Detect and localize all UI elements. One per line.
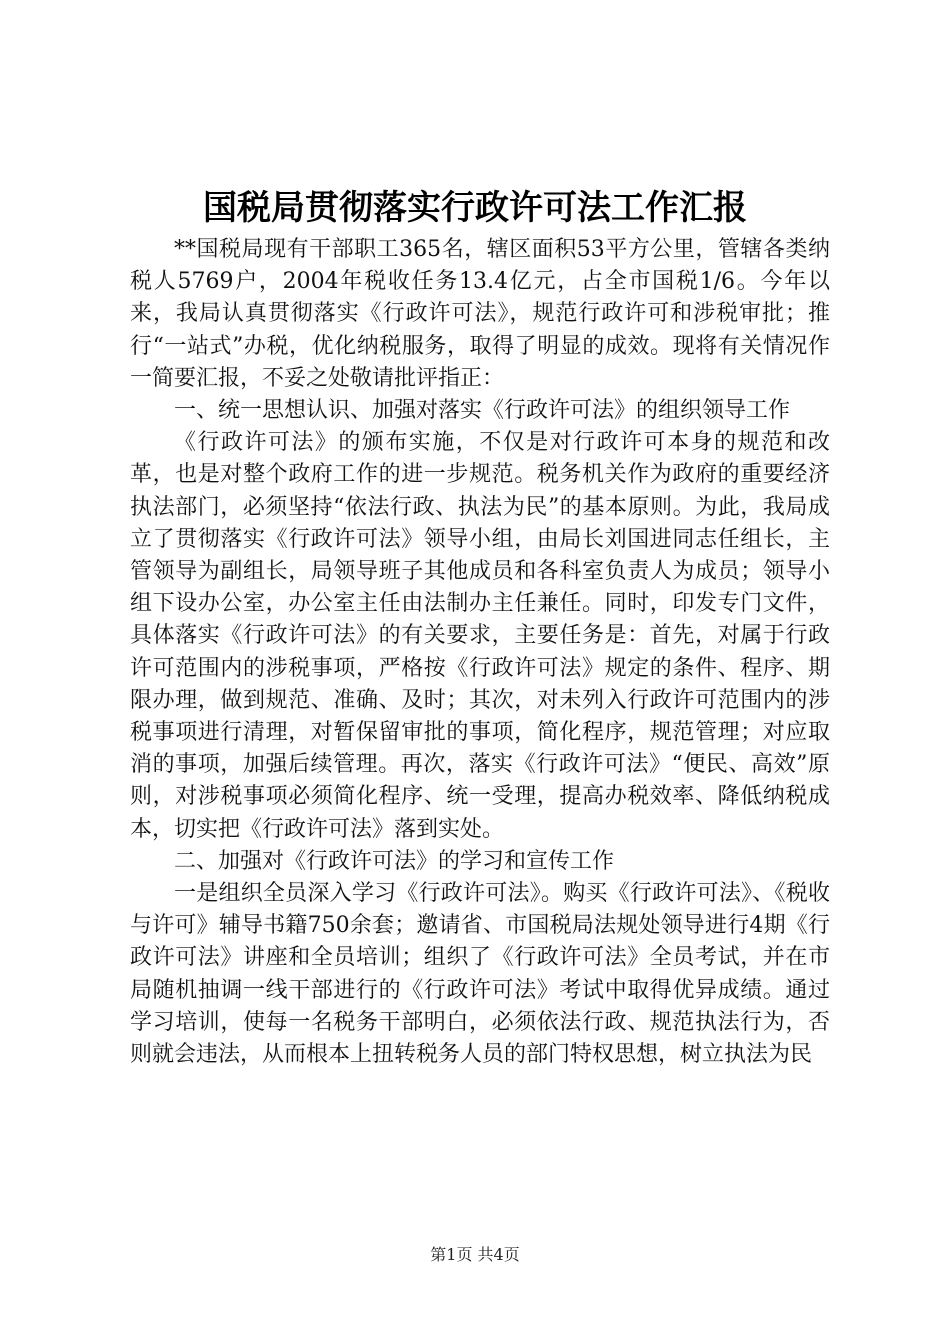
paragraph-section-2: 一是组织全员深入学习《行政许可法》。购买《行政许可法》、《税收与许可》辅导书籍750余套；邀请省、市国税局法规处领导进行4期《行政许可法》讲座和全员培训；组织了《行政许可法》全员考试，并在市局随机抽调一线干部进行的《行政许可法》考试中取得优异成绩。通过学习培训，使每一名税务干部明白，必须依法行政、规范执法行为，否则就会违法，从而根本上扭转税务人员的部门特权思想，树立执法为民 — [130, 881, 830, 1068]
paragraph-intro: **国税局现有干部职工365名，辖区面积53平方公里，管辖各类纳税人5769户，2004年税收任务13.4亿元，占全市国税1/6。今年以来，我局认真贯彻落实《行政许可法》，规范行政许可和涉税审批；推行“一站式”办税，优化纳税服务，取得了明显的成效。现将有关情况作一简要汇报，不妥之处敬请批评指正： — [130, 237, 830, 391]
document-title: 国税局贯彻落实行政许可法工作汇报 — [203, 188, 747, 228]
page-footer — [0, 1244, 950, 1266]
section-heading-1: 一、统一思想认识、加强对落实《行政许可法》的组织领导工作 — [174, 398, 791, 424]
document-body — [130, 234, 830, 1071]
paragraph-section-1: 《行政许可法》的颁布实施，不仅是对行政许可本身的规范和改革，也是对整个政府工作的进一步规范。税务机关作为政府的重要经济执法部门，必须坚持“依法行政、执法为民”的基本原则。为此，我局成立了贯彻落实《行政许可法》领导小组，由局长刘国进同志任组长，主管领导为副组长，局领导班子其他成员和各科室负责人为成员；领导小组下设办公室，办公室主任由法制办主任兼任。同时，印发专门文件，具体落实《行政许可法》的有关要求，主要任务是：首先，对属于行政许可范围内的涉税事项，严格按《行政许可法》规定的条件、程序、期限办理，做到规范、准确、及时；其次，对未列入行政许可范围内的涉税事项进行清理，对暂保留审批的事项，简化程序，规范管理；对应取消的事项，加强后续管理。再次，落实《行政许可法》“便民、高效”原则，对涉税事项必须简化程序、统一受理，提高办税效率、降低纳税成本，切实把《行政许可法》落到实处。 — [130, 430, 830, 842]
section-heading-2: 二、加强对《行政许可法》的学习和宣传工作 — [174, 848, 615, 874]
page-indicator: 第1页 共4页 — [430, 1245, 520, 1264]
